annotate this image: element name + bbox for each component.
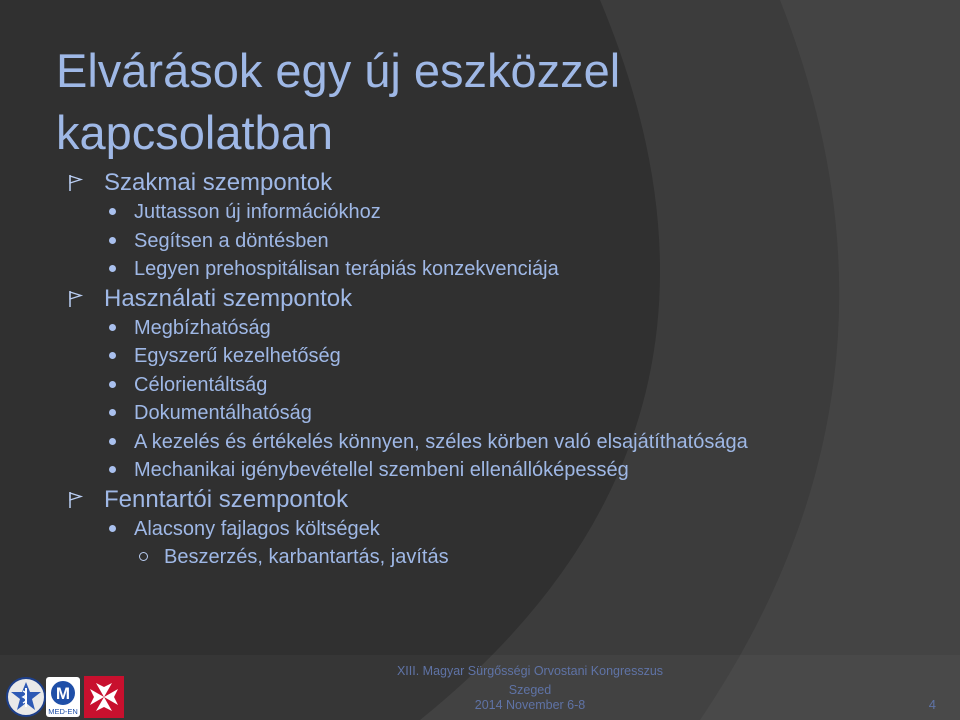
list-item: Célorientáltság [66, 371, 926, 400]
med-en-logo-letter: M [55, 684, 71, 703]
maltese-cross-logo-icon [84, 676, 124, 718]
flag-bullet-icon [66, 290, 84, 308]
list-item: Megbízhatóság [66, 314, 926, 343]
section-heading: Szakmai szempontok [104, 169, 333, 196]
sub-list [104, 198, 926, 284]
footer-date: 2014 November 6-8 [474, 698, 586, 712]
section-hasznalati [66, 284, 926, 485]
list-item: Segítsen a döntésben [66, 227, 926, 256]
footer-conference: XIII. Magyar Sürgősségi Orvostani Kongresszus [396, 664, 664, 678]
list-item: Dokumentálhatóság [66, 399, 926, 428]
list-item: Juttasson új információkhoz [66, 198, 926, 227]
section-szakmai [66, 168, 926, 284]
ambulance-star-logo-icon [4, 676, 48, 718]
list-item-text: Alacsony fajlagos költségek [134, 517, 380, 540]
page-number: 4 [928, 697, 936, 712]
section-fenntartoi [66, 485, 926, 572]
title-line-2: kapcsolatban [56, 106, 333, 159]
list-item [66, 515, 926, 572]
flag-bullet-icon [66, 491, 84, 509]
sub-list [104, 314, 926, 485]
footer-city: Szeged [508, 683, 552, 697]
section-heading: Fenntartói szempontok [104, 485, 349, 513]
list-item: Egyszerű kezelhetőség [66, 342, 926, 371]
section-heading: Használati szempontok [104, 284, 353, 312]
sub-sub-list [134, 543, 926, 572]
list-item: Mechanikai igénybevétellel szembeni ellenállóképesség [66, 456, 926, 485]
sub-list [104, 515, 926, 572]
title-line-1: Elvárások egy új eszközzel [56, 44, 621, 97]
med-en-logo-icon [45, 676, 81, 718]
slide-title [56, 40, 916, 164]
med-en-logo-text: MED-EN [48, 707, 78, 716]
flag-bullet-icon [66, 174, 84, 192]
list-item: Legyen prehospitálisan terápiás konzekvenciája [66, 255, 926, 284]
content-list [66, 168, 926, 572]
list-item: Beszerzés, karbantartás, javítás [66, 543, 926, 572]
list-item: A kezelés és értékelés könnyen, széles körben való elsajátíthatósága [66, 428, 754, 457]
